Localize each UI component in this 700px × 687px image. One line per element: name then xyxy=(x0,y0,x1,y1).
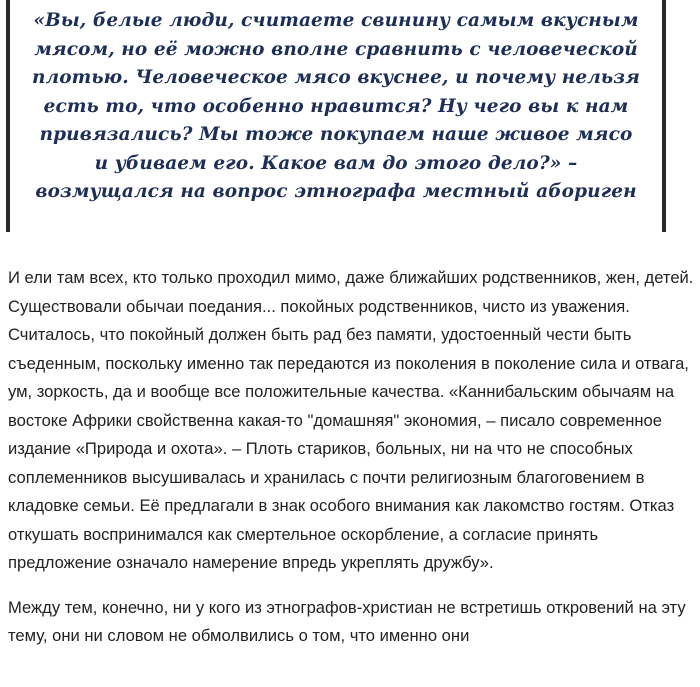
quote-left-border xyxy=(6,0,10,232)
quote-right-border xyxy=(662,0,666,232)
article-paragraph-1: И ели там всех, кто только проходил мимо, даже ближайших родственников, жен, детей. Существовали обычаи поедания... покойных родственников, чисто из уважения. Считалось, что покойный должен быть рад без памяти, удостоенный чести быть съеденным, поскольку именно так передаются из поколения в поколение сила и отвага, ум, зоркость, да и вообще все положительные качества. «Каннибальским обычаям на востоке Африки свойственна какая-то "домашняя" экономия, – писало современное издание «Природа и охота». – Плоть стариков, больных, ни на что не способных соплеменников высушивалась и хранилась с почти религиозным благоговением в кладовке семьи. Её предлагали в знак особого внимания как лакомство гостям. Отказ откушать воспринимался как смертельное оскорбление, а согласие принять предложение означало намерение впредь укреплять дружбу». xyxy=(8,268,694,572)
quote-text: «Вы, белые люди, считаете свинину самым вкусным мясом, но её можно вполне сравнить с человеческой плотью. Человеческое мясо вкуснее, и почему нельзя есть то, что особенно нравится? Ну чего вы к нам привязались? Мы тоже покупаем наше живое мясо и убиваем его. Какое вам до этого дело?» – возмущался на вопрос этнографа местный абориген xyxy=(32,10,640,202)
article-paragraph-2: Между тем, конечно, ни у кого из этнографов-христиан не встретишь откровений на эту тему, они ни словом не обмолвились о том, что именно они xyxy=(8,597,686,645)
pull-quote xyxy=(6,0,666,232)
article-body xyxy=(8,264,694,667)
